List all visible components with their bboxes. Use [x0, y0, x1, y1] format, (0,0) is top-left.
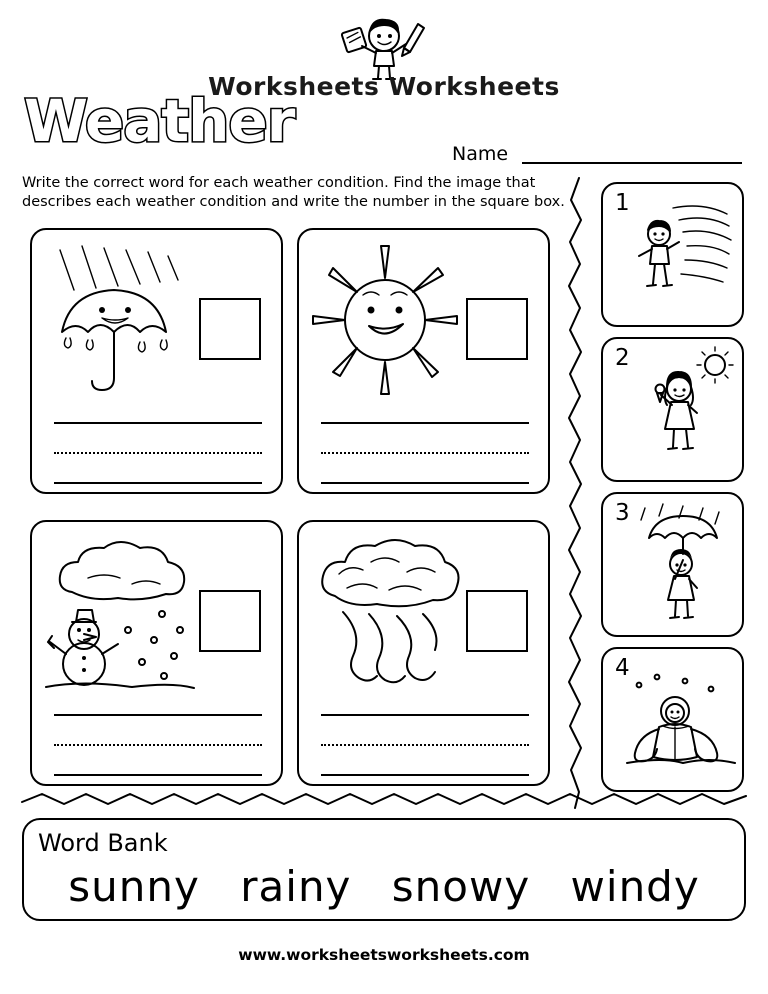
name-input[interactable] — [522, 162, 742, 164]
number-label-1: 1 — [615, 190, 630, 216]
instructions-text: Write the correct word for each weather condition. Find the image that describes each weather condition and write the number in the square box. — [22, 175, 565, 210]
item-card-1 — [30, 228, 283, 494]
answer-box-1[interactable] — [199, 298, 261, 360]
girl-with-umbrella-icon — [629, 502, 741, 632]
write-line-1-bottom[interactable] — [54, 482, 262, 484]
page-title: Weather — [24, 87, 295, 155]
child-in-snow-coat-icon — [623, 673, 741, 785]
name-label: Name — [452, 143, 509, 165]
write-line-3-mid[interactable] — [54, 744, 262, 746]
word-bank-word-4: windy — [570, 862, 700, 911]
windy-cloud-icon — [311, 530, 471, 700]
item-card-2 — [297, 228, 550, 494]
torn-edge-vertical — [565, 178, 591, 808]
item-card-3 — [30, 520, 283, 786]
answer-box-3[interactable] — [199, 590, 261, 652]
numbered-card-4 — [601, 647, 744, 792]
word-bank-word-1: sunny — [68, 862, 200, 911]
write-line-4-bottom[interactable] — [321, 774, 529, 776]
word-bank-words — [22, 862, 746, 911]
answer-box-2[interactable] — [466, 298, 528, 360]
number-label-4: 4 — [615, 655, 630, 681]
write-line-3-top[interactable] — [54, 714, 262, 716]
numbered-card-1 — [601, 182, 744, 327]
write-line-2-top[interactable] — [321, 422, 529, 424]
word-bank-word-2: rainy — [240, 862, 352, 911]
rain-umbrella-icon — [42, 236, 192, 401]
item-card-4 — [297, 520, 550, 786]
write-line-4-top[interactable] — [321, 714, 529, 716]
footer-url[interactable]: www.worksheetsworksheets.com — [238, 946, 530, 964]
write-line-2-bottom[interactable] — [321, 482, 529, 484]
torn-edge-horizontal — [22, 790, 746, 812]
site-logo-text: Worksheets Worksheets — [208, 72, 560, 101]
boy-in-wind-icon — [629, 198, 741, 320]
write-line-1-top[interactable] — [54, 422, 262, 424]
write-line-4-mid[interactable] — [321, 744, 529, 746]
snowman-snow-cloud-icon — [42, 530, 202, 700]
write-line-1-mid[interactable] — [54, 452, 262, 454]
numbered-card-2 — [601, 337, 744, 482]
number-label-2: 2 — [615, 345, 630, 371]
word-bank-title: Word Bank — [38, 829, 168, 857]
numbered-card-3 — [601, 492, 744, 637]
write-line-2-mid[interactable] — [321, 452, 529, 454]
smiling-sun-icon — [307, 242, 467, 402]
girl-with-ice-cream-sun-icon — [633, 347, 743, 477]
word-bank-word-3: snowy — [391, 862, 531, 911]
write-line-3-bottom[interactable] — [54, 774, 262, 776]
number-label-3: 3 — [615, 500, 630, 526]
answer-box-4[interactable] — [466, 590, 528, 652]
